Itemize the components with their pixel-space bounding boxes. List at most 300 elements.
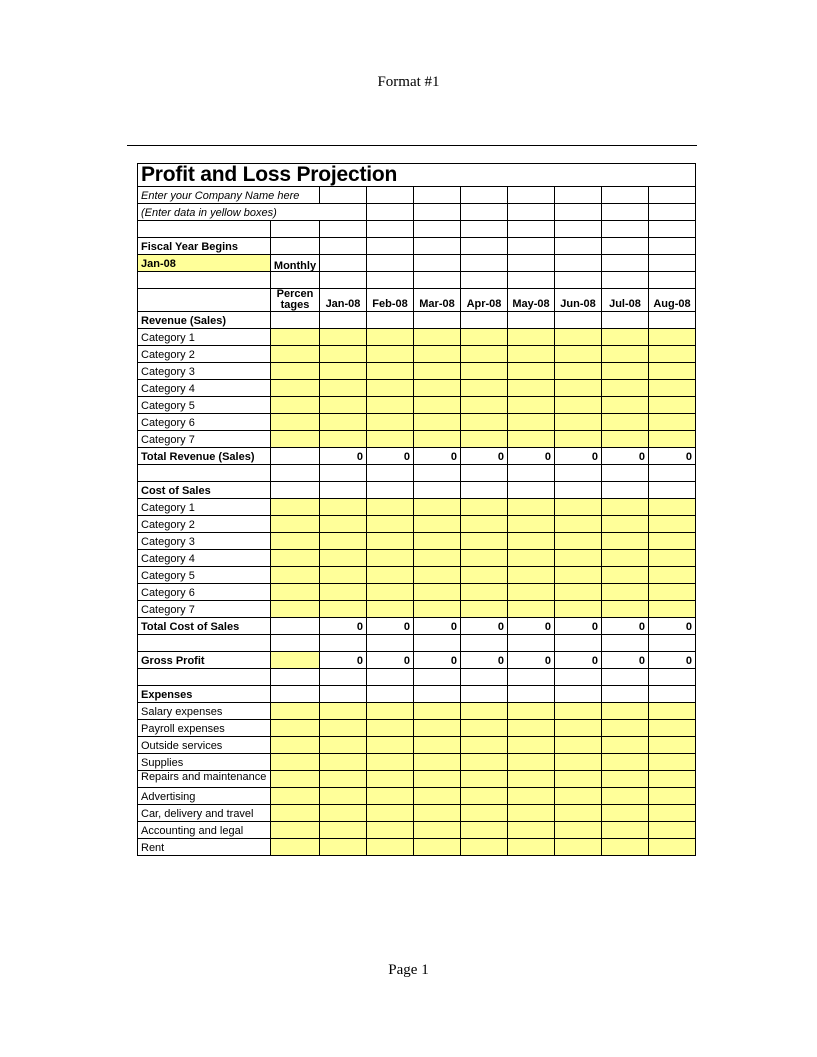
- expense-month-input[interactable]: [649, 736, 696, 753]
- revenue-month-input[interactable]: [461, 430, 508, 447]
- spacer-cell: [508, 146, 555, 163]
- expense-label: Salary expenses: [138, 702, 271, 719]
- revenue-month-input[interactable]: [602, 328, 649, 345]
- cost-percent-input[interactable]: [271, 583, 320, 600]
- empty-cell: [649, 220, 696, 237]
- table-row: [138, 787, 696, 804]
- revenue-percent-input[interactable]: [271, 362, 320, 379]
- expense-month-input[interactable]: [508, 821, 555, 838]
- revenue-month-input[interactable]: [461, 345, 508, 362]
- cost-month-input[interactable]: [555, 600, 602, 617]
- gross-profit-value: 0: [602, 651, 649, 668]
- revenue-month-input[interactable]: [602, 430, 649, 447]
- revenue-month-input[interactable]: [414, 413, 461, 430]
- revenue-percent-input[interactable]: [271, 345, 320, 362]
- revenue-month-input[interactable]: [320, 362, 367, 379]
- cost-category-label: Category 1: [138, 498, 271, 515]
- expense-month-input[interactable]: [461, 702, 508, 719]
- expense-percent-input[interactable]: [271, 736, 320, 753]
- revenue-month-input[interactable]: [649, 328, 696, 345]
- cost-month-input[interactable]: [461, 566, 508, 583]
- cost-month-input[interactable]: [414, 600, 461, 617]
- spacer-cell: [367, 146, 414, 163]
- expense-month-input[interactable]: [320, 770, 367, 787]
- cost-month-input[interactable]: [461, 583, 508, 600]
- expense-month-input[interactable]: [555, 753, 602, 770]
- cost-month-input[interactable]: [649, 600, 696, 617]
- company-name-input[interactable]: Enter your Company Name here: [138, 186, 320, 203]
- expense-month-input[interactable]: [414, 736, 461, 753]
- revenue-month-input[interactable]: [649, 396, 696, 413]
- revenue-month-input[interactable]: [320, 345, 367, 362]
- expense-percent-input[interactable]: [271, 702, 320, 719]
- revenue-month-input[interactable]: [320, 413, 367, 430]
- revenue-month-input[interactable]: [367, 379, 414, 396]
- empty-cell: [602, 311, 649, 328]
- empty-cell: [649, 464, 696, 481]
- cost-month-input[interactable]: [508, 600, 555, 617]
- revenue-month-input[interactable]: [414, 328, 461, 345]
- empty-cell: [461, 481, 508, 498]
- cost-month-input[interactable]: [461, 600, 508, 617]
- blank-row: [138, 220, 696, 237]
- revenue-month-input[interactable]: [320, 396, 367, 413]
- empty-cell: [461, 237, 508, 254]
- expense-month-input[interactable]: [555, 804, 602, 821]
- cost-month-input[interactable]: [555, 549, 602, 566]
- empty-cell: [555, 254, 602, 271]
- cost-month-input[interactable]: [555, 498, 602, 515]
- revenue-month-input[interactable]: [649, 379, 696, 396]
- empty-cell: [508, 481, 555, 498]
- empty-cell: [555, 186, 602, 203]
- total-cost-value: 0: [320, 617, 367, 634]
- expense-month-input[interactable]: [508, 838, 555, 855]
- expense-month-input[interactable]: [555, 736, 602, 753]
- revenue-month-input[interactable]: [367, 413, 414, 430]
- cost-month-input[interactable]: [602, 583, 649, 600]
- total-cost-value: 0: [367, 617, 414, 634]
- expense-month-input[interactable]: [649, 838, 696, 855]
- revenue-category-label: Category 5: [138, 396, 271, 413]
- expense-month-input[interactable]: [414, 719, 461, 736]
- cost-month-input[interactable]: [367, 549, 414, 566]
- table-row: [138, 345, 696, 362]
- expense-month-input[interactable]: [367, 702, 414, 719]
- expense-percent-input[interactable]: [271, 719, 320, 736]
- cost-month-input[interactable]: [414, 515, 461, 532]
- cost-month-input[interactable]: [320, 600, 367, 617]
- fiscal-year-label: Fiscal Year Begins: [138, 237, 271, 254]
- expense-month-input[interactable]: [649, 804, 696, 821]
- gross-profit-value: 0: [461, 651, 508, 668]
- cost-month-input[interactable]: [367, 566, 414, 583]
- expense-month-input[interactable]: [649, 787, 696, 804]
- expense-month-input[interactable]: [461, 838, 508, 855]
- total-revenue-value: 0: [320, 447, 367, 464]
- cost-month-input[interactable]: [367, 498, 414, 515]
- cost-month-input[interactable]: [508, 583, 555, 600]
- revenue-month-input[interactable]: [414, 362, 461, 379]
- revenue-month-input[interactable]: [602, 396, 649, 413]
- expense-month-input[interactable]: [461, 753, 508, 770]
- expense-percent-input[interactable]: [271, 838, 320, 855]
- revenue-month-input[interactable]: [508, 379, 555, 396]
- empty-cell: [367, 271, 414, 288]
- spacer-cell: [602, 146, 649, 163]
- empty-cell: [367, 220, 414, 237]
- expense-month-input[interactable]: [414, 770, 461, 787]
- revenue-month-input[interactable]: [414, 345, 461, 362]
- expense-month-input[interactable]: [555, 719, 602, 736]
- gross-profit-value: 0: [649, 651, 696, 668]
- expense-month-input[interactable]: [414, 804, 461, 821]
- expense-month-input[interactable]: [649, 770, 696, 787]
- revenue-month-input[interactable]: [508, 413, 555, 430]
- cost-month-input[interactable]: [555, 515, 602, 532]
- revenue-month-input[interactable]: [461, 362, 508, 379]
- revenue-month-input[interactable]: [555, 362, 602, 379]
- revenue-month-input[interactable]: [414, 379, 461, 396]
- revenue-month-input[interactable]: [508, 430, 555, 447]
- empty-cell: [320, 481, 367, 498]
- revenue-percent-input[interactable]: [271, 396, 320, 413]
- expense-month-input[interactable]: [555, 821, 602, 838]
- cost-month-input[interactable]: [461, 515, 508, 532]
- expense-month-input[interactable]: [414, 753, 461, 770]
- revenue-month-input[interactable]: [508, 362, 555, 379]
- revenue-month-input[interactable]: [555, 345, 602, 362]
- revenue-month-input[interactable]: [555, 396, 602, 413]
- cost-month-input[interactable]: [508, 549, 555, 566]
- empty-cell: [508, 220, 555, 237]
- cost-month-input[interactable]: [602, 566, 649, 583]
- expense-month-input[interactable]: [367, 821, 414, 838]
- cost-month-input[interactable]: [414, 549, 461, 566]
- expense-label: Accounting and legal: [138, 821, 271, 838]
- revenue-month-input[interactable]: [602, 379, 649, 396]
- month-header-feb: Feb-08: [367, 288, 414, 311]
- cost-month-input[interactable]: [320, 532, 367, 549]
- empty-cell: [138, 668, 271, 685]
- expense-percent-input[interactable]: [271, 804, 320, 821]
- revenue-month-input[interactable]: [649, 362, 696, 379]
- expense-month-input[interactable]: [414, 838, 461, 855]
- expenses-section-header: Expenses: [138, 685, 271, 702]
- cost-month-input[interactable]: [320, 515, 367, 532]
- expense-percent-input[interactable]: [271, 770, 320, 787]
- expense-month-input[interactable]: [320, 804, 367, 821]
- gross-profit-value: 0: [320, 651, 367, 668]
- total-cost-of-sales-row: [138, 617, 696, 634]
- cost-month-input[interactable]: [602, 532, 649, 549]
- cost-month-input[interactable]: [461, 532, 508, 549]
- empty-cell: [367, 311, 414, 328]
- expense-month-input[interactable]: [555, 787, 602, 804]
- empty-cell: [414, 685, 461, 702]
- revenue-month-input[interactable]: [602, 362, 649, 379]
- revenue-category-label: Category 6: [138, 413, 271, 430]
- revenue-month-input[interactable]: [367, 345, 414, 362]
- cost-month-input[interactable]: [649, 549, 696, 566]
- expense-percent-input[interactable]: [271, 821, 320, 838]
- expense-month-input[interactable]: [508, 804, 555, 821]
- total-revenue-value: 0: [508, 447, 555, 464]
- empty-cell: [602, 634, 649, 651]
- cost-month-input[interactable]: [649, 583, 696, 600]
- empty-cell: [602, 203, 649, 220]
- table-row: [138, 736, 696, 753]
- cost-month-input[interactable]: [508, 532, 555, 549]
- spacer-cell: [461, 146, 508, 163]
- cost-month-input[interactable]: [414, 498, 461, 515]
- empty-cell: [649, 668, 696, 685]
- expense-month-input[interactable]: [367, 719, 414, 736]
- expense-label: Rent: [138, 838, 271, 855]
- revenue-month-input[interactable]: [649, 413, 696, 430]
- empty-cell: [461, 203, 508, 220]
- revenue-month-input[interactable]: [367, 328, 414, 345]
- gross-profit-row: [138, 651, 696, 668]
- revenue-month-input[interactable]: [602, 345, 649, 362]
- expense-month-input[interactable]: [508, 787, 555, 804]
- cost-month-input[interactable]: [414, 566, 461, 583]
- expense-month-input[interactable]: [602, 821, 649, 838]
- expense-month-input[interactable]: [320, 753, 367, 770]
- expense-month-input[interactable]: [461, 736, 508, 753]
- empty-cell: [602, 464, 649, 481]
- table-row: [138, 379, 696, 396]
- cost-month-input[interactable]: [602, 549, 649, 566]
- expense-month-input[interactable]: [367, 804, 414, 821]
- cost-month-input[interactable]: [320, 549, 367, 566]
- total-revenue-value: 0: [555, 447, 602, 464]
- revenue-month-input[interactable]: [649, 345, 696, 362]
- revenue-month-input[interactable]: [320, 379, 367, 396]
- cost-month-input[interactable]: [555, 566, 602, 583]
- expense-month-input[interactable]: [649, 702, 696, 719]
- expense-month-input[interactable]: [461, 821, 508, 838]
- total-cost-value: 0: [555, 617, 602, 634]
- cost-month-input[interactable]: [602, 498, 649, 515]
- cost-month-input[interactable]: [461, 498, 508, 515]
- expense-month-input[interactable]: [649, 821, 696, 838]
- expense-month-input[interactable]: [555, 702, 602, 719]
- cost-month-input[interactable]: [649, 566, 696, 583]
- expense-month-input[interactable]: [320, 719, 367, 736]
- expense-month-input[interactable]: [555, 838, 602, 855]
- gross-profit-percent-input[interactable]: [271, 651, 320, 668]
- expense-month-input[interactable]: [320, 838, 367, 855]
- revenue-month-input[interactable]: [414, 430, 461, 447]
- expense-month-input[interactable]: [508, 719, 555, 736]
- revenue-month-input[interactable]: [461, 396, 508, 413]
- revenue-month-input[interactable]: [508, 396, 555, 413]
- expense-month-input[interactable]: [602, 753, 649, 770]
- cost-month-input[interactable]: [367, 532, 414, 549]
- empty-cell: [271, 237, 320, 254]
- empty-cell: [320, 254, 367, 271]
- empty-cell: [602, 186, 649, 203]
- revenue-month-input[interactable]: [414, 396, 461, 413]
- empty-cell: [461, 254, 508, 271]
- expense-month-input[interactable]: [602, 719, 649, 736]
- cost-month-input[interactable]: [414, 583, 461, 600]
- cost-percent-input[interactable]: [271, 600, 320, 617]
- expense-percent-input[interactable]: [271, 787, 320, 804]
- revenue-month-input[interactable]: [508, 345, 555, 362]
- empty-cell: [508, 685, 555, 702]
- profit-and-loss-table: [137, 146, 696, 856]
- expense-month-input[interactable]: [508, 702, 555, 719]
- empty-cell: [461, 311, 508, 328]
- revenue-month-input[interactable]: [367, 362, 414, 379]
- expense-month-input[interactable]: [461, 719, 508, 736]
- expense-month-input[interactable]: [320, 787, 367, 804]
- expense-month-input[interactable]: [602, 838, 649, 855]
- empty-cell: [649, 203, 696, 220]
- cost-month-input[interactable]: [602, 600, 649, 617]
- expense-month-input[interactable]: [320, 702, 367, 719]
- expense-month-input[interactable]: [602, 702, 649, 719]
- empty-cell: [602, 254, 649, 271]
- revenue-month-input[interactable]: [320, 430, 367, 447]
- empty-cell: [508, 464, 555, 481]
- revenue-month-input[interactable]: [555, 328, 602, 345]
- expense-month-input[interactable]: [367, 770, 414, 787]
- expense-month-input[interactable]: [414, 821, 461, 838]
- expense-month-input[interactable]: [320, 821, 367, 838]
- cost-month-input[interactable]: [461, 549, 508, 566]
- empty-cell: [555, 220, 602, 237]
- revenue-month-input[interactable]: [461, 413, 508, 430]
- revenue-month-input[interactable]: [367, 430, 414, 447]
- cost-percent-input[interactable]: [271, 498, 320, 515]
- empty-cell: [320, 685, 367, 702]
- cost-percent-input[interactable]: [271, 549, 320, 566]
- revenue-section-header-row: [138, 311, 696, 328]
- cost-month-input[interactable]: [367, 600, 414, 617]
- expense-month-input[interactable]: [602, 804, 649, 821]
- revenue-month-input[interactable]: [555, 413, 602, 430]
- percent-header-ghost-line: Monthly: [273, 259, 317, 272]
- table-row: [138, 396, 696, 413]
- cost-month-input[interactable]: [508, 515, 555, 532]
- cost-month-input[interactable]: [555, 532, 602, 549]
- empty-cell: [271, 464, 320, 481]
- cost-month-input[interactable]: [555, 583, 602, 600]
- fiscal-year-input[interactable]: Jan-08: [138, 254, 271, 271]
- cost-month-input[interactable]: [367, 583, 414, 600]
- cost-percent-input[interactable]: [271, 566, 320, 583]
- expense-month-input[interactable]: [414, 787, 461, 804]
- cost-month-input[interactable]: [414, 532, 461, 549]
- empty-cell: [414, 203, 461, 220]
- cost-percent-input[interactable]: [271, 532, 320, 549]
- expense-month-input[interactable]: [461, 804, 508, 821]
- expense-month-input[interactable]: [414, 702, 461, 719]
- expense-month-input[interactable]: [602, 787, 649, 804]
- expense-month-input[interactable]: [649, 719, 696, 736]
- cost-month-input[interactable]: [508, 498, 555, 515]
- cost-month-input[interactable]: [649, 532, 696, 549]
- cost-month-input[interactable]: [367, 515, 414, 532]
- expense-month-input[interactable]: [508, 770, 555, 787]
- expense-percent-input[interactable]: [271, 753, 320, 770]
- empty-cell: [320, 634, 367, 651]
- expense-month-input[interactable]: [320, 736, 367, 753]
- expense-month-input[interactable]: [508, 753, 555, 770]
- revenue-month-input[interactable]: [602, 413, 649, 430]
- cost-month-input[interactable]: [320, 498, 367, 515]
- percent-header-line2: tages: [280, 298, 310, 311]
- blank-row: [138, 668, 696, 685]
- expense-month-input[interactable]: [602, 736, 649, 753]
- revenue-percent-input[interactable]: [271, 379, 320, 396]
- table-row: [138, 532, 696, 549]
- empty-cell: [367, 254, 414, 271]
- expense-label: Repairs and maintenance: [138, 770, 271, 787]
- blank-row: [138, 271, 696, 288]
- cost-month-input[interactable]: [649, 498, 696, 515]
- expense-month-input[interactable]: [602, 770, 649, 787]
- empty-cell: [271, 668, 320, 685]
- expense-month-input[interactable]: [461, 770, 508, 787]
- empty-cell: [320, 203, 367, 220]
- expense-month-input[interactable]: [367, 753, 414, 770]
- empty-cell: [271, 634, 320, 651]
- revenue-month-input[interactable]: [461, 379, 508, 396]
- cost-month-input[interactable]: [649, 515, 696, 532]
- expense-month-input[interactable]: [508, 736, 555, 753]
- cost-month-input[interactable]: [602, 515, 649, 532]
- expense-month-input[interactable]: [555, 770, 602, 787]
- empty-cell: [414, 254, 461, 271]
- cost-category-label: Category 3: [138, 532, 271, 549]
- revenue-percent-input[interactable]: [271, 413, 320, 430]
- empty-cell: [555, 237, 602, 254]
- gross-profit-value: 0: [508, 651, 555, 668]
- revenue-month-input[interactable]: [320, 328, 367, 345]
- empty-cell: [320, 311, 367, 328]
- revenue-month-input[interactable]: [649, 430, 696, 447]
- empty-cell: [555, 311, 602, 328]
- expense-month-input[interactable]: [367, 787, 414, 804]
- spacer-cell: [414, 146, 461, 163]
- cost-month-input[interactable]: [320, 583, 367, 600]
- cost-month-input[interactable]: [508, 566, 555, 583]
- revenue-percent-input[interactable]: [271, 328, 320, 345]
- percent-header-line1: Percen: [276, 287, 314, 300]
- expense-month-input[interactable]: [461, 787, 508, 804]
- expense-month-input[interactable]: [367, 736, 414, 753]
- revenue-month-input[interactable]: [555, 379, 602, 396]
- cost-month-input[interactable]: [320, 566, 367, 583]
- revenue-percent-input[interactable]: [271, 430, 320, 447]
- cost-of-sales-section-header: Cost of Sales: [138, 481, 271, 498]
- cost-percent-input[interactable]: [271, 515, 320, 532]
- total-revenue-row: [138, 447, 696, 464]
- revenue-month-input[interactable]: [508, 328, 555, 345]
- month-header-jul: Jul-08: [602, 288, 649, 311]
- empty-cell: [602, 271, 649, 288]
- expense-month-input[interactable]: [367, 838, 414, 855]
- cost-of-sales-header-row: [138, 481, 696, 498]
- expense-month-input[interactable]: [649, 753, 696, 770]
- revenue-month-input[interactable]: [461, 328, 508, 345]
- revenue-month-input[interactable]: [367, 396, 414, 413]
- revenue-month-input[interactable]: [555, 430, 602, 447]
